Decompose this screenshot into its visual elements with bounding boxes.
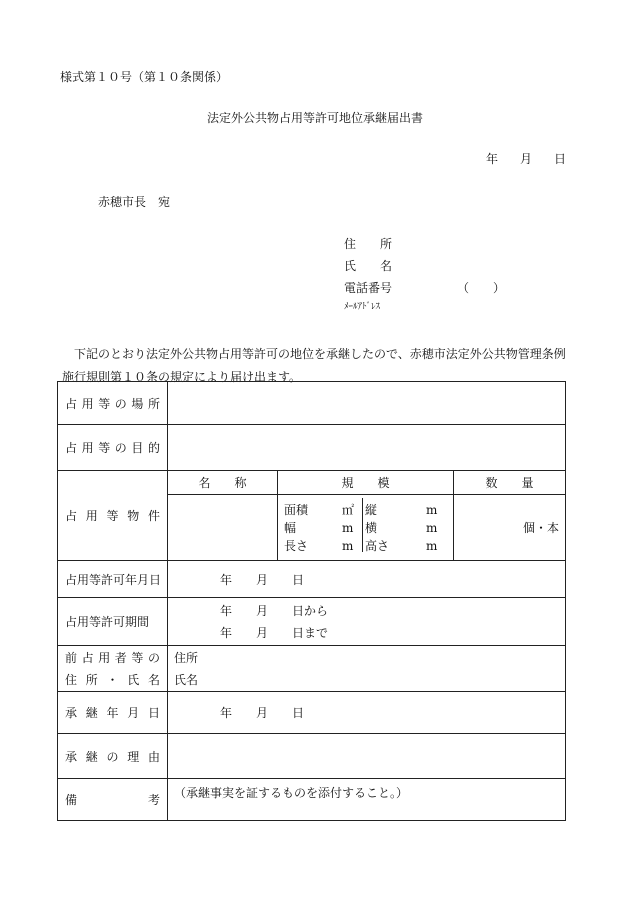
remarks-value[interactable] xyxy=(168,779,566,821)
remarks-note: （承継事実を証するものを添付すること。） xyxy=(174,786,409,800)
vertical-unit: m xyxy=(426,502,438,517)
prev-user-address: 住所 xyxy=(174,650,199,665)
succession-day: 日 xyxy=(292,706,305,720)
label-char: 用 xyxy=(85,509,98,523)
label-char: の xyxy=(114,396,127,411)
height-unit: m xyxy=(426,538,438,553)
permit-date-year: 年 xyxy=(220,572,233,587)
period-to-year: 年 xyxy=(220,625,233,640)
place-input[interactable] xyxy=(168,382,566,425)
date-day: 日 xyxy=(554,152,567,166)
label-char: 日 xyxy=(147,706,160,720)
label-char: 占 xyxy=(65,396,78,411)
label-char: 前 xyxy=(65,650,78,665)
applicant-address-label: 住 所 xyxy=(344,237,393,251)
col-qty-header: 数 量 xyxy=(454,471,566,495)
label-char: 等 xyxy=(131,650,144,665)
length-label: 長さ xyxy=(284,538,309,553)
area-label: 面積 xyxy=(284,502,309,517)
permit-period-value[interactable] xyxy=(168,598,566,646)
col-name-header: 名 称 xyxy=(168,471,278,495)
applicant-tel-paren: （ ） xyxy=(457,281,506,295)
addressee: 赤穂市長 宛 xyxy=(98,195,171,209)
label-char: 由 xyxy=(147,749,160,764)
label-char: 等 xyxy=(106,509,119,523)
height-label: 高さ xyxy=(362,534,426,552)
succession-date-value[interactable] xyxy=(168,692,566,734)
date-line xyxy=(486,153,566,165)
label-char: 継 xyxy=(85,706,98,720)
label-char: 氏 xyxy=(127,672,140,687)
place-label xyxy=(58,382,168,425)
label-char: 目 xyxy=(131,441,144,455)
prev-user-value[interactable] xyxy=(168,646,566,692)
succession-month: 月 xyxy=(256,706,269,720)
label-char: 名 xyxy=(147,672,160,687)
prev-user-label xyxy=(58,646,168,692)
row-objects-header xyxy=(58,471,566,495)
label-char: 占 xyxy=(81,650,94,665)
row-place xyxy=(58,382,566,425)
label-char: 場 xyxy=(131,396,144,411)
purpose-label xyxy=(58,425,168,471)
label-char: 所 xyxy=(85,672,98,687)
applicant-email-label: ﾒｰﾙｱﾄﾞﾚｽ xyxy=(344,302,381,312)
date-month: 月 xyxy=(520,152,533,166)
permit-date-day: 日 xyxy=(292,572,305,587)
notification-form-table xyxy=(57,381,566,821)
label-char: の xyxy=(106,749,119,764)
permit-period-label: 占用等許可期間 xyxy=(58,598,168,646)
intro-text: 下記のとおり法定外公共物占用等許可の地位を承継したので、赤穂市法定外公共物管理条例施行規則第１０条の規定により届け出ます。 xyxy=(62,347,566,384)
label-char: 用 xyxy=(81,396,94,411)
width-unit: m xyxy=(342,520,354,535)
label-char: 的 xyxy=(147,441,160,455)
label-char: 承 xyxy=(65,749,78,764)
applicant-tel-label: 電話番号 xyxy=(344,281,393,295)
horizontal-unit: m xyxy=(426,520,438,535)
label-char: 件 xyxy=(147,509,160,523)
label-char: 物 xyxy=(127,509,140,523)
period-to-month: 月 xyxy=(256,625,269,640)
length-unit: m xyxy=(342,538,354,553)
label-char: 住 xyxy=(65,672,78,687)
label-char: 月 xyxy=(127,706,140,720)
object-qty-cell[interactable] xyxy=(454,495,566,561)
width-label: 幅 xyxy=(284,520,297,535)
label-char: の xyxy=(114,441,127,455)
label-char: 継 xyxy=(85,749,98,764)
label-char: の xyxy=(147,650,160,665)
label-char: 等 xyxy=(98,441,111,455)
date-year: 年 xyxy=(486,152,499,166)
label-char: 年 xyxy=(106,706,119,720)
col-scale-header: 規 模 xyxy=(278,471,454,495)
label-char: 承 xyxy=(65,706,78,720)
prev-user-name: 氏名 xyxy=(174,672,199,687)
row-permit-period xyxy=(58,598,566,646)
label-char: 理 xyxy=(127,749,140,764)
succession-reason-input[interactable] xyxy=(168,734,566,779)
form-number: 様式第１０号（第１０条関係） xyxy=(60,70,229,84)
remarks-label xyxy=(58,779,168,821)
document-title: 法定外公共物占用等許可地位承継届出書 xyxy=(206,111,423,125)
permit-date-month: 月 xyxy=(256,572,269,587)
permit-date-value[interactable] xyxy=(168,561,566,598)
succession-date-label xyxy=(58,692,168,734)
label-char: 占 xyxy=(65,441,78,455)
permit-date-label: 占用等許可年月日 xyxy=(58,561,168,598)
label-char: 者 xyxy=(114,650,127,665)
label-char: 等 xyxy=(98,396,111,411)
label-char: 所 xyxy=(147,396,160,411)
applicant-name-label: 氏 名 xyxy=(344,259,393,273)
label-char: ・ xyxy=(106,672,119,687)
label-char: 用 xyxy=(98,650,111,665)
object-name-input[interactable] xyxy=(168,495,278,561)
succession-reason-label xyxy=(58,734,168,779)
row-remarks xyxy=(58,779,566,821)
period-from-year: 年 xyxy=(220,603,233,618)
label-char: 考 xyxy=(147,793,160,807)
period-from-day: 日から xyxy=(292,603,329,618)
purpose-input[interactable] xyxy=(168,425,566,471)
vertical-label: 縦 xyxy=(362,498,426,516)
row-prev-user xyxy=(58,646,566,692)
period-to-day: 日まで xyxy=(292,625,329,640)
label-char: 占 xyxy=(65,509,78,523)
row-permit-date xyxy=(58,561,566,598)
object-scale-cell[interactable] xyxy=(278,495,454,561)
row-succession-reason xyxy=(58,734,566,779)
label-char: 備 xyxy=(65,793,78,807)
horizontal-label: 横 xyxy=(362,516,426,534)
succession-year: 年 xyxy=(220,706,233,720)
label-char: 用 xyxy=(81,441,94,455)
row-purpose xyxy=(58,425,566,471)
qty-unit: 個・本 xyxy=(523,521,560,535)
period-from-month: 月 xyxy=(256,603,269,618)
row-succession-date xyxy=(58,692,566,734)
objects-label xyxy=(58,471,168,561)
area-unit: ㎡ xyxy=(342,502,355,517)
